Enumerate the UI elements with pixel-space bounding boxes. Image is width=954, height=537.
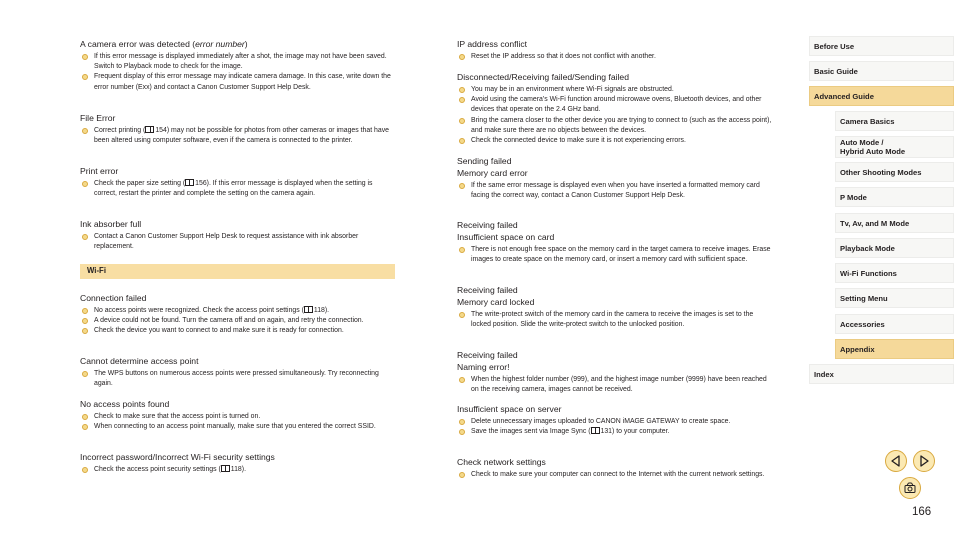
book-icon <box>185 179 194 186</box>
book-icon <box>591 427 600 434</box>
bullet-text: There is not enough free space on the memory card in the target camera to receive images. Erase images to create space on the memory card, or insert a memory card with sufficient space. <box>471 246 771 264</box>
nav-auto-mode[interactable] <box>835 136 954 158</box>
arrow-left-icon <box>886 451 906 471</box>
nav-label: Advanced Guide <box>814 91 874 101</box>
previous-page-button[interactable] <box>885 450 907 472</box>
print-error-entry <box>80 165 396 199</box>
insufficient-server-heading: Insufficient space on server <box>457 404 562 414</box>
insufficient-card-entry <box>457 219 773 265</box>
card-locked-subheading: Memory card locked <box>457 297 535 307</box>
list-item <box>457 85 773 95</box>
bullet-text: Frequent display of this error message may indicate camera damage. In this case, write down the error number (Exx) and contact a Canon Customer Support Help Desk. <box>94 73 391 91</box>
bullet-icon <box>459 377 465 383</box>
page-ref-link[interactable]: 156 <box>195 180 207 187</box>
nav-appendix[interactable] <box>835 339 954 359</box>
list-item <box>80 422 396 432</box>
bullet-icon <box>82 424 88 430</box>
cannot-determine-entry <box>80 355 396 389</box>
page-ref-link[interactable]: 118 <box>230 466 242 473</box>
nav-playback-mode[interactable] <box>835 238 954 258</box>
nav-label-line2: Hybrid Auto Mode <box>840 147 906 156</box>
list-item <box>457 95 773 115</box>
nav-p-mode[interactable] <box>835 187 954 207</box>
sending-failed-entry <box>457 155 773 201</box>
bullet-text: ) to your computer. <box>612 428 670 436</box>
bullet-text: Reset the IP address so that it does not conflict with another. <box>471 53 656 60</box>
nav-tv-av-m-mode[interactable] <box>835 213 954 233</box>
list-item <box>80 326 396 336</box>
bullet-text: Save the images sent via Image Sync ( <box>471 428 591 436</box>
bullet-icon <box>459 97 465 103</box>
nav-label: Tv, Av, and M Mode <box>840 218 910 228</box>
ink-absorber-heading: Ink absorber full <box>80 219 142 229</box>
bullet-text: When connecting to an access point manually, make sure that you entered the correct SSID. <box>94 423 376 431</box>
camera-error-title-italic: error number <box>195 39 245 49</box>
bullet-icon <box>82 414 88 420</box>
no-access-points-entry <box>80 398 396 432</box>
nav-setting-menu[interactable] <box>835 288 954 308</box>
book-icon <box>304 306 313 313</box>
bullet-text: Check the access point security settings ( <box>94 466 221 473</box>
bullet-icon <box>82 128 88 134</box>
next-page-button[interactable] <box>913 450 935 472</box>
bullet-icon <box>459 472 465 478</box>
wifi-section-title: Wi-Fi <box>87 266 106 275</box>
file-error-entry <box>80 112 396 146</box>
nav-camera-basics[interactable] <box>835 111 954 131</box>
bullet-text: Check the connected device to make sure it is not experiencing errors. <box>471 137 686 145</box>
bullet-icon <box>82 328 88 334</box>
bullet-icon <box>459 54 465 60</box>
bullet-icon <box>82 318 88 324</box>
page-ref-link[interactable]: 131 <box>600 428 612 436</box>
list-item <box>457 136 773 146</box>
bullet-icon <box>459 247 465 253</box>
incorrect-password-entry <box>80 451 396 475</box>
nav-label-line1: Auto Mode / <box>840 138 884 147</box>
list-item <box>457 116 773 136</box>
page-number: 166 <box>912 506 932 518</box>
connection-failed-entry <box>80 292 396 337</box>
list-item <box>457 470 773 480</box>
nav-before-use[interactable] <box>809 36 954 56</box>
wifi-section-header <box>80 264 395 279</box>
list-item <box>80 316 396 326</box>
ip-conflict-entry <box>457 38 773 62</box>
list-item <box>80 369 396 389</box>
bullet-icon <box>459 183 465 189</box>
sending-failed-heading: Sending failed <box>457 156 512 166</box>
list-item <box>457 245 773 265</box>
nav-label: Other Shooting Modes <box>840 167 922 177</box>
naming-error-heading: Receiving failed <box>457 350 518 360</box>
bullet-icon <box>459 419 465 425</box>
list-item <box>80 232 396 252</box>
card-locked-entry <box>457 284 773 330</box>
camera-error-heading <box>80 38 396 50</box>
ip-conflict-heading: IP address conflict <box>457 39 528 49</box>
list-item <box>457 52 773 62</box>
incorrect-password-heading: Incorrect password/Incorrect Wi-Fi security settings <box>80 452 275 462</box>
nav-label: Before Use <box>814 41 855 51</box>
camera-error-title-prefix: A camera error was detected ( <box>80 39 196 49</box>
bullet-text: The WPS buttons on numerous access points were pressed simultaneously. Try reconnecting again. <box>94 370 379 388</box>
bullet-text: You may be in an environment where Wi-Fi signals are obstructed. <box>471 86 674 93</box>
bullet-text: ). <box>241 466 246 473</box>
nav-label: Camera Basics <box>840 116 895 126</box>
bullet-text: Check to make sure that the access point is turned on. <box>94 413 261 420</box>
bullet-icon <box>459 429 465 435</box>
nav-label: Appendix <box>840 344 875 354</box>
nav-index[interactable] <box>809 364 954 384</box>
ink-absorber-entry <box>80 218 396 252</box>
nav-label <box>840 138 905 156</box>
connection-failed-heading: Connection failed <box>80 293 147 303</box>
nav-label: Accessories <box>840 319 885 329</box>
camera-error-title-suffix: ) <box>244 39 248 49</box>
print-error-heading: Print error <box>80 166 119 176</box>
nav-accessories[interactable] <box>835 314 954 334</box>
bullet-icon <box>82 234 88 240</box>
insufficient-card-heading: Receiving failed <box>457 220 518 230</box>
bullet-icon <box>82 54 88 60</box>
page-ref-link[interactable]: 154 <box>155 127 167 134</box>
list-item <box>457 417 773 427</box>
bullet-text: Bring the camera closer to the other device you are trying to connect to (such as the access point), and make sure there are no objects between the devices. <box>471 116 772 134</box>
bullet-text: When the highest folder number (999), and the highest image number (9999) have been reached on the receiving camera, images cannot be received. <box>471 376 767 394</box>
bullet-icon <box>459 138 465 144</box>
bullet-text: Check to make sure your computer can connect to the Internet with the current network settings. <box>471 471 765 478</box>
nav-wifi-functions[interactable] <box>835 263 954 283</box>
file-error-heading: File Error <box>80 113 116 123</box>
list-item <box>457 181 773 201</box>
list-item <box>80 52 396 72</box>
bullet-text: Check the paper size setting ( <box>94 180 186 187</box>
bullet-icon <box>459 312 465 318</box>
nav-label: Playback Mode <box>840 243 895 253</box>
insufficient-server-entry <box>457 403 773 437</box>
book-icon <box>145 126 154 133</box>
bullet-text: ). If this error message is displayed when the setting is correct, restart the printer and complete the setting on the camera again. <box>94 180 373 198</box>
list-item <box>457 375 773 395</box>
bullet-text: No access points were recognized. Check the access point settings ( <box>94 307 304 314</box>
disconnected-entry <box>457 71 773 146</box>
nav-label: Setting Menu <box>840 293 888 303</box>
card-locked-heading: Receiving failed <box>457 285 518 295</box>
bullet-text: The write-protect switch of the memory card in the camera to receive the images is set to the locked position. Slide the write-protect switch to the unlocked position. <box>471 311 754 329</box>
bullet-text: Avoid using the camera’s Wi-Fi function around microwave ovens, Bluetooth devices, and other devices that operate on the 2.4 GHz band. <box>471 96 762 114</box>
check-network-entry <box>457 456 773 480</box>
naming-error-entry <box>457 349 773 395</box>
arrow-right-icon <box>914 451 934 471</box>
bullet-text: Correct printing ( <box>94 127 146 134</box>
bullet-text: If the same error message is displayed even when you have inserted a formatted memory card facing the correct way, contact a Canon Customer Support Help Desk. <box>471 182 760 200</box>
no-access-points-heading: No access points found <box>80 399 170 409</box>
nav-basic-guide[interactable] <box>809 61 954 81</box>
list-item <box>80 179 396 199</box>
disconnected-heading: Disconnected/Receiving failed/Sending failed <box>457 72 629 82</box>
bullet-icon <box>459 87 465 93</box>
check-network-heading: Check network settings <box>457 457 546 467</box>
bullet-text: ) may not be possible for photos from other cameras or images that have been altered using computer software, even if the camera is connected to the printer. <box>94 127 389 145</box>
bullet-text: A device could not be found. Turn the camera off and on again, and retry the connection. <box>94 317 364 325</box>
cannot-determine-heading: Cannot determine access point <box>80 356 199 366</box>
bullet-text: Delete unnecessary images uploaded to CANON iMAGE GATEWAY to create space. <box>471 418 731 425</box>
nav-label: Index <box>814 369 834 379</box>
list-item <box>80 126 396 146</box>
bullet-icon <box>82 467 88 473</box>
list-item <box>457 310 773 330</box>
bullet-text: If this error message is displayed immediately after a shot, the image may not have been saved. Switch to Playback mode to check for the image. <box>94 53 387 71</box>
list-item <box>457 427 773 437</box>
list-item <box>80 465 396 475</box>
sending-failed-subheading: Memory card error <box>457 168 528 178</box>
bullet-icon <box>82 74 88 80</box>
naming-error-subheading: Naming error! <box>457 362 510 372</box>
page-ref-link[interactable]: 118 <box>313 307 325 314</box>
nav-other-shooting-modes[interactable] <box>835 162 954 182</box>
book-icon <box>221 465 230 472</box>
bullet-icon <box>82 371 88 377</box>
nav-label: P Mode <box>840 192 867 202</box>
home-button[interactable] <box>899 477 921 499</box>
bullet-icon <box>82 181 88 187</box>
home-icon <box>900 478 920 498</box>
bullet-text: Check the device you want to connect to and make sure it is ready for connection. <box>94 327 344 335</box>
camera-error-entry <box>80 38 396 93</box>
insufficient-card-subheading: Insufficient space on card <box>457 232 555 242</box>
nav-label: Basic Guide <box>814 66 858 76</box>
nav-advanced-guide[interactable] <box>809 86 954 106</box>
list-item <box>80 306 396 316</box>
bullet-icon <box>82 308 88 314</box>
bullet-text: ). <box>324 307 330 314</box>
bullet-text: Contact a Canon Customer Support Help Desk to request assistance with ink absorber replacement. <box>94 233 359 251</box>
list-item <box>80 72 396 92</box>
bullet-icon <box>459 118 465 124</box>
list-item <box>80 412 396 422</box>
nav-label: Wi-Fi Functions <box>840 268 897 278</box>
